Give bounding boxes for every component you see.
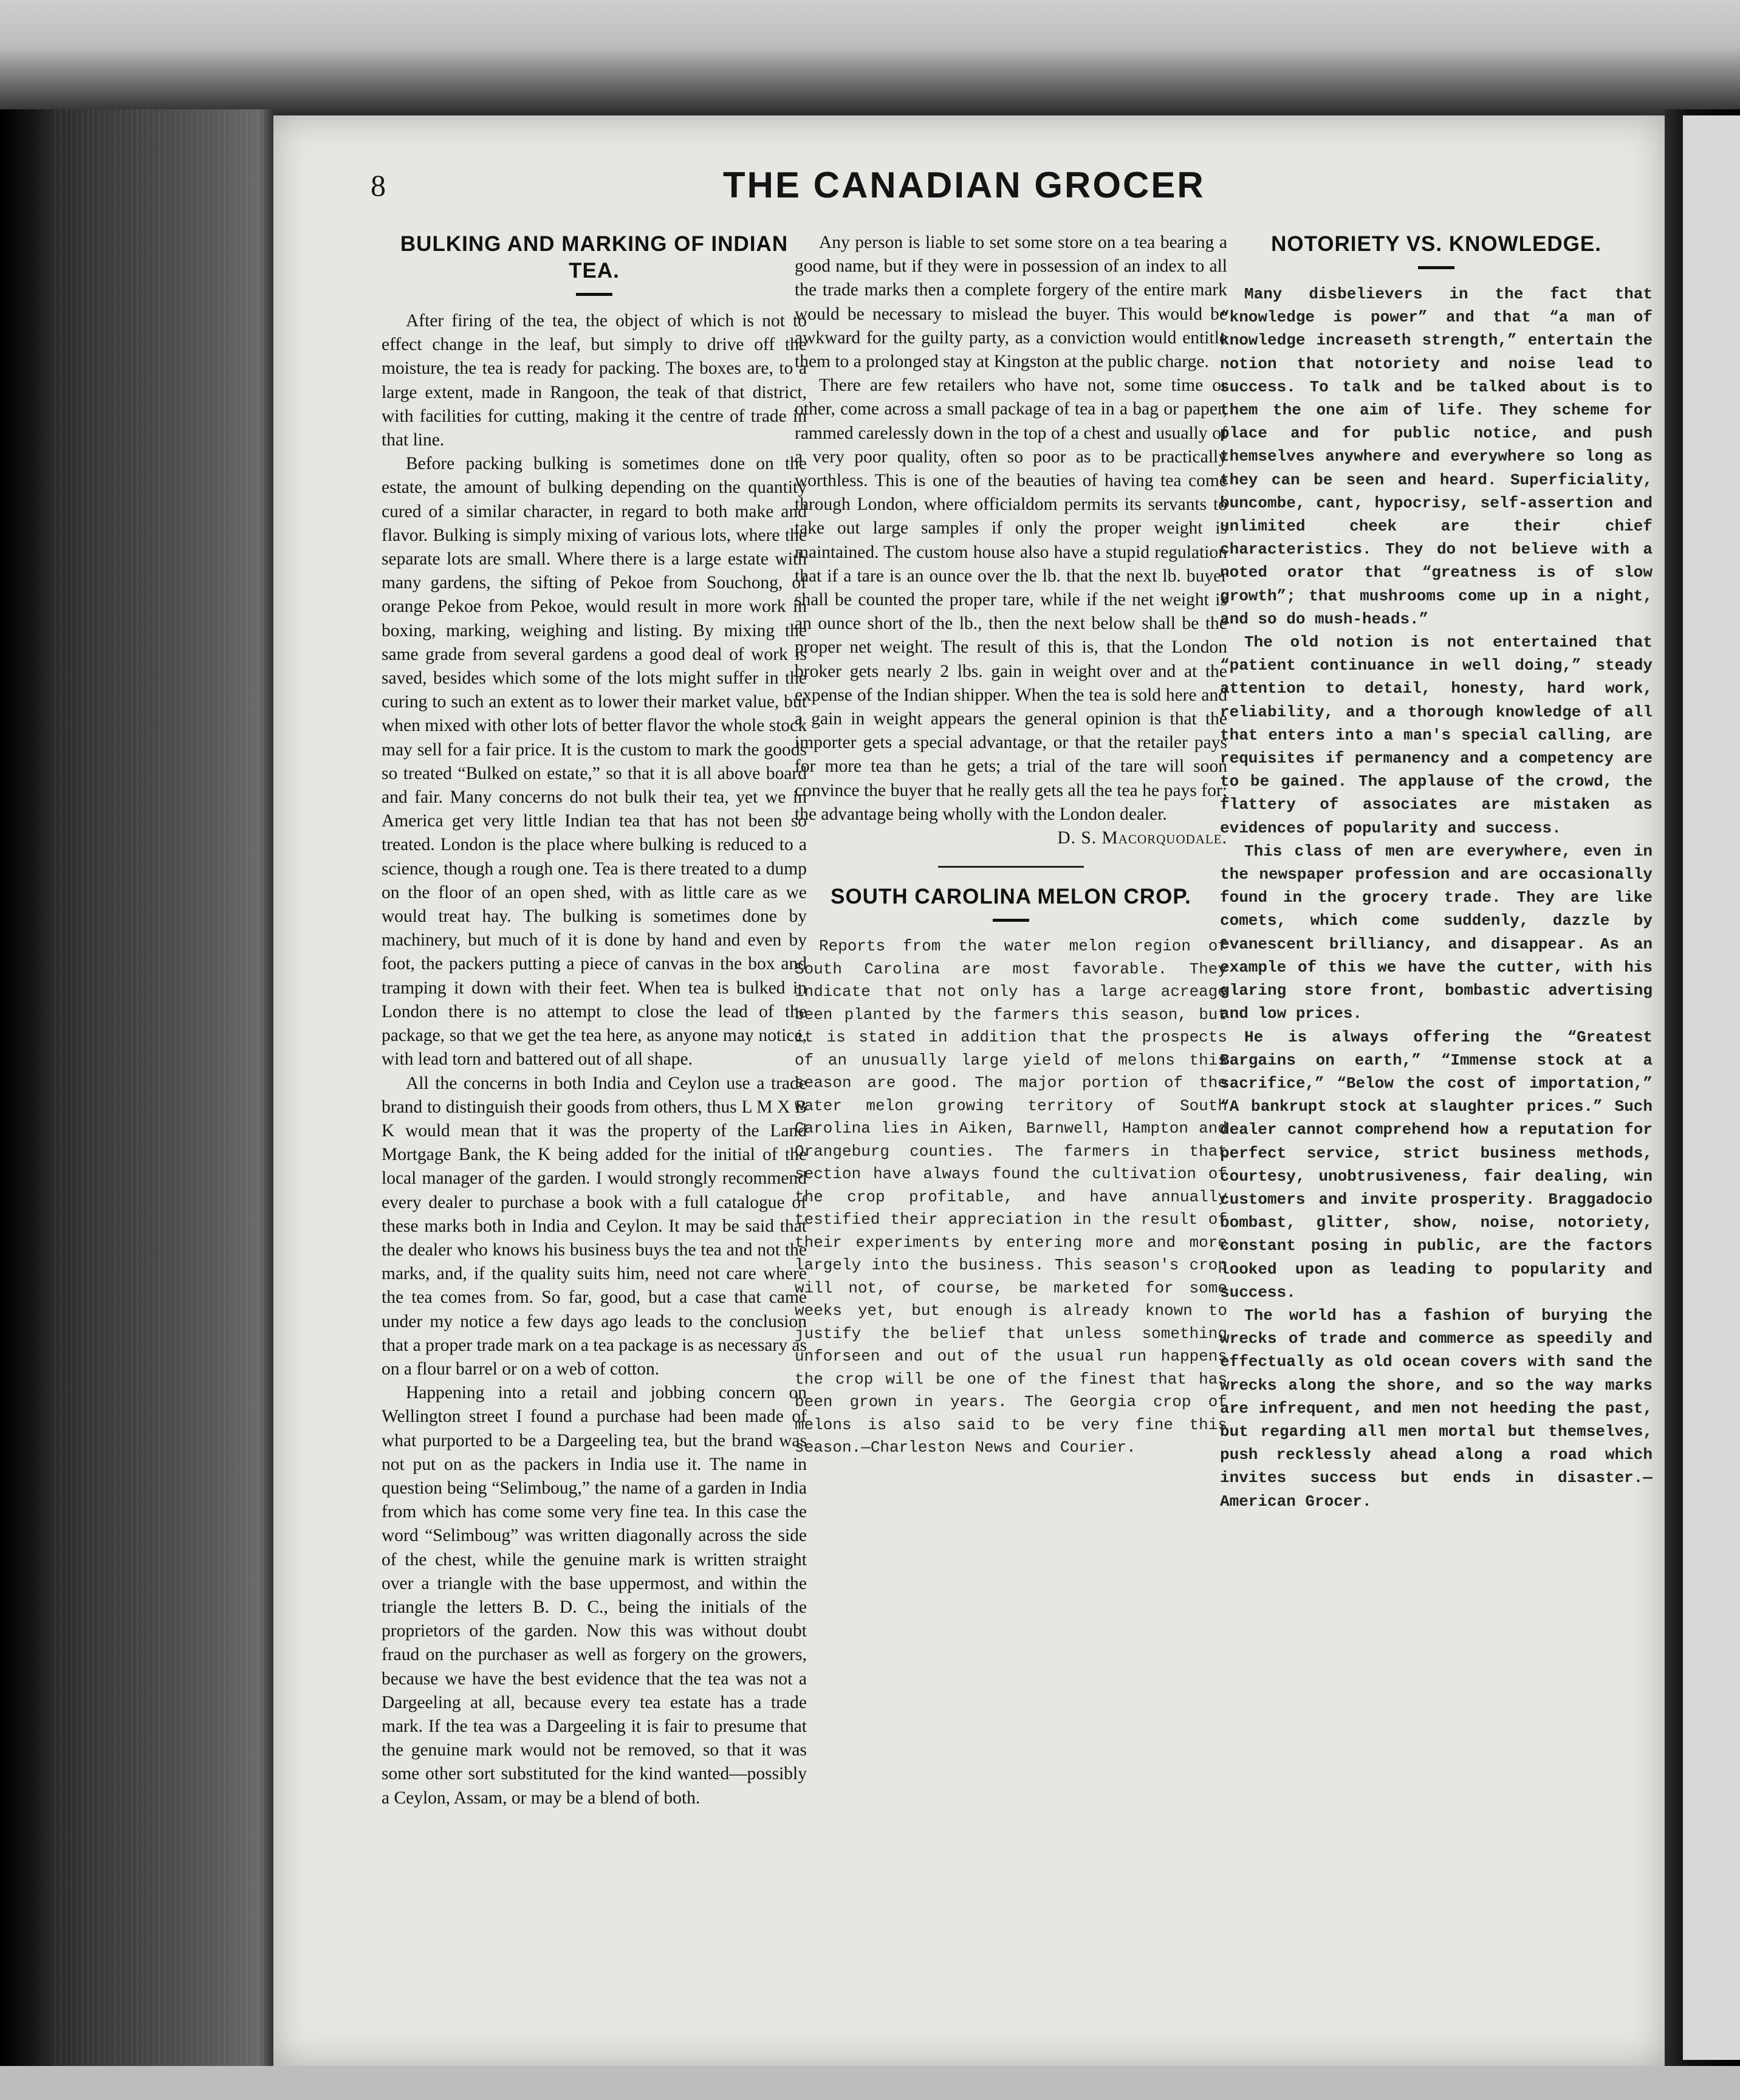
page-edges (55, 109, 267, 2072)
headline-tea: BULKING AND MARKING OF INDIAN TEA. (400, 232, 789, 283)
melon-paragraph: Reports from the water melon region of South Carolina are most favorable. They indicate that not only has a large acreage been planted by the farmers this season, but it is stated in addition that the prospects of an unusually large yield of melons this season are good. The major portion of the water melon growing territory of South Carolina lies in Aiken, Barnwell, Hampton and Orangeburg counties. The farmers in that section have always found the cultivation of the crop profitable, and have annually testified their appreciation in the result of their experiments by entering more and more largely into the business. This season's crop will not, of course, be marketed for some weeks yet, but enough is already known to justify the belief that unless something unforseen and out of the usual run happens the crop will be one of the finest that has been grown in years. The Georgia crop of melons is also said to be very fine this season.—Charleston News and Courier. (795, 937, 1227, 1457)
page-number: 8 (371, 168, 386, 202)
tea-paragraph: Any person is liable to set some store on a tea bearing a good name, but if they were in possession of an index to all the trade marks then a complete forgery of the entire mark would be necessary to mislead the buyer. This would be awkward for the guilty party, as a conviction would entitle them to a prolonged stay at Kingston at the public charge. (795, 233, 1227, 372)
notoriety-paragraph: The old notion is not entertained that “patient continuance in well doing,” steady attention to detail, honesty, hard work, reliability, and a thorough knowledge of all that enters into a man's special calling, are requisites if permanency and a competency are to be gained. The applause of the crowd, the flattery of associates are mistaken as evidences of popularity and success. (1220, 633, 1653, 837)
masthead-title: THE CANADIAN GROCER (723, 165, 1205, 205)
headline-rule (1418, 266, 1454, 269)
column-3 (1220, 231, 1653, 1932)
tea-paragraph: After firing of the tea, the object of which is not to effect change in the leaf, but simply to drive off the moisture, the tea is ready for packing. The boxes are, to a large extent, made in Rangoon, the teak of that district, with facilities for cutting, making it the centre of trade in that line. (382, 311, 807, 450)
scan-top-margin (0, 0, 1740, 115)
notoriety-paragraph: Many disbelievers in the fact that “knowledge is power” and that “a man of knowledge increaseth strength,” entertain the notion that notoriety and noise lead to success. To talk and be talked about is to them the one aim of life. They scheme for place and for public notice, and push themselves anywhere and everywhere so long as they can be seen and heard. Superficiality, buncombe, cant, hypocrisy, self-assertion and unlimited cheek are their chief characteristics. They do not believe with a noted orator that “greatness is of slow growth”; that mushrooms come up in a night, and so do mush-heads.” (1220, 285, 1653, 628)
headline-melon: SOUTH CAROLINA MELON CROP. (831, 885, 1191, 909)
notoriety-paragraph: He is always offering the “Greatest Bargains on earth,” “Immense stock at a sacrifice,” “Below the cost of importation,” “A bankrupt stock at slaughter prices.” Such dealer cannot comprehend how a reputation for perfect service, strict business methods, courtesy, unobtrusiveness, fair dealing, win customers and invite prosperity. Braggadocio bombast, glitter, show, noise, notoriety, constant posing in public, are the factors looked upon as leading to popularity and success. (1220, 1028, 1653, 1302)
scan-bottom-margin (0, 2066, 1740, 2100)
adjacent-page-sliver (1683, 115, 1740, 2060)
column-2 (795, 231, 1227, 1932)
headline-rule (576, 293, 612, 296)
tea-paragraph: Before packing bulking is sometimes done on the estate, the amount of bulking depending on the quantity cured of a similar character, in regard to both make and flavor. Bulking is simply mixing of various lots, where the separate lots are small. Where there is a large estate with many gardens, the sifting of Pekoe from Souchong, of orange Pekoe from Pekoe, would result in more work in boxing, marking, weighing and listing. By mixing the same grade from several gardens a good deal of work is saved, besides which some of the lots might suffer in the curing to such an extent as to lower their market value, but when mixed with other lots of better flavor the whole stock may sell for a fair price. It is the custom to mark the goods so treated “Bulked on estate,” so that it is all above board and fair. Many concerns do not bulk their tea, yet we in America get very little Indian tea that has not been so treated. London is the place where bulking is reduced to a science, though a rough one. Tea is there treated to a dump on the floor of an open shed, with as little care as we would treat hay. The bulking is sometimes done by machinery, but much of it is done by hand and even by foot, the packers putting a piece of canvas in the box and tramping it down with their feet. When tea is bulked in London there is no attempt to close the lead of the package, so that we get the tea here, as anyone may notice, with lead torn and battered out of all shape. (382, 454, 807, 1069)
tea-paragraph: All the concerns in both India and Ceylon use a trade brand to distinguish their goods from others, thus L M X B K would mean that it was the property of the Land Mortgage Bank, the K being added for the initial of the local manager of the garden. I would strongly recommend every dealer to purchase a book with a full catalogue of these marks both in India and Ceylon. It may be said that the dealer who knows his business buys the tea and not the marks, and, if the quality suits him, need not care where the tea comes from. So far, good, but a case that came under my notice a few days ago leads to the conclusion that a proper trade mark on a tea package is as necessary as on a flour barrel or on a web of cotton. (382, 1073, 807, 1379)
tea-paragraph: Happening into a retail and jobbing concern on Wellington street I found a purchase had been made of what purported to be a Dargeeling tea, but the brand was not put on as the packers in India use it. The name in question being “Selimboug,” the name of a garden in India from which has come some very fine tea. In this case the word “Selimboug” was written diagonally across the side of the chest, while the genuine mark is written straight over a triangle with the base uppermost, and within the triangle the letters B. D. C., being the initials of the proprietors of the garden. Now this was without doubt fraud on the purchaser as well as forgery on the growers, because we have the best evidence that the tea was not a Dargeeling at all, because every tea estate has a trade mark. If the tea was a Dargeeling it is fair to presume that the genuine mark would not be removed, so that it was some other sort substituted for the kind wanted—possibly a Ceylon, Assam, or may be a blend of both. (382, 1383, 807, 1808)
headline-rule (993, 919, 1029, 922)
headline-notoriety: NOTORIETY VS. KNOWLEDGE. (1271, 232, 1601, 256)
tea-paragraph: There are few retailers who have not, some time or other, come across a small package of tea in a bag or paper, rammed carelessly down in the top of a chest and usually of a very poor quality, often so poor as to be practically worthless. This is one of the beauties of having tea come through London, where officialdom permits its servants to take out large samples if only the proper weight is maintained. The custom house also have a stupid regulation that if a tare is an ounce over the lb. that the next lb. buyer shall be counted the proper tare, while if the net weight is an ounce short of the lb., then the next below shall be the proper net weight. The result of this is, that the London broker gets nearly 2 lbs. gain in weight over and at the expense of the Indian shipper. When the tea is sold here and a gain in weight appears the general opinion is that the importer gets a special advantage, or that the retailer pays for more tea than he gets; a trial of the tare will soon convince the buyer that he really gets all the tea he pays for; the advantage being wholly with the London dealer. (795, 376, 1227, 824)
article-divider (938, 866, 1084, 868)
notoriety-paragraph: The world has a fashion of burying the wrecks of trade and commerce as speedily and effectually as old ocean covers with sand the wrecks along the shore, and so the way marks are infrequent, and men not heeding the past, but regarding all men mortal but themselves, push recklessly ahead along a road which invites success but ends in disaster.—American Grocer. (1220, 1306, 1653, 1511)
tea-signature: D. S. Macorquodale. (1057, 828, 1227, 848)
notoriety-paragraph: This class of men are everywhere, even in the newspaper profession and are occasionally found in the grocery trade. They are like comets, which come suddenly, dazzle by evanescent brilliancy, and disappear. As an example of this we have the cutter, with his glaring store front, bombastic advertising and low prices. (1220, 842, 1653, 1023)
column-1 (382, 231, 807, 1932)
